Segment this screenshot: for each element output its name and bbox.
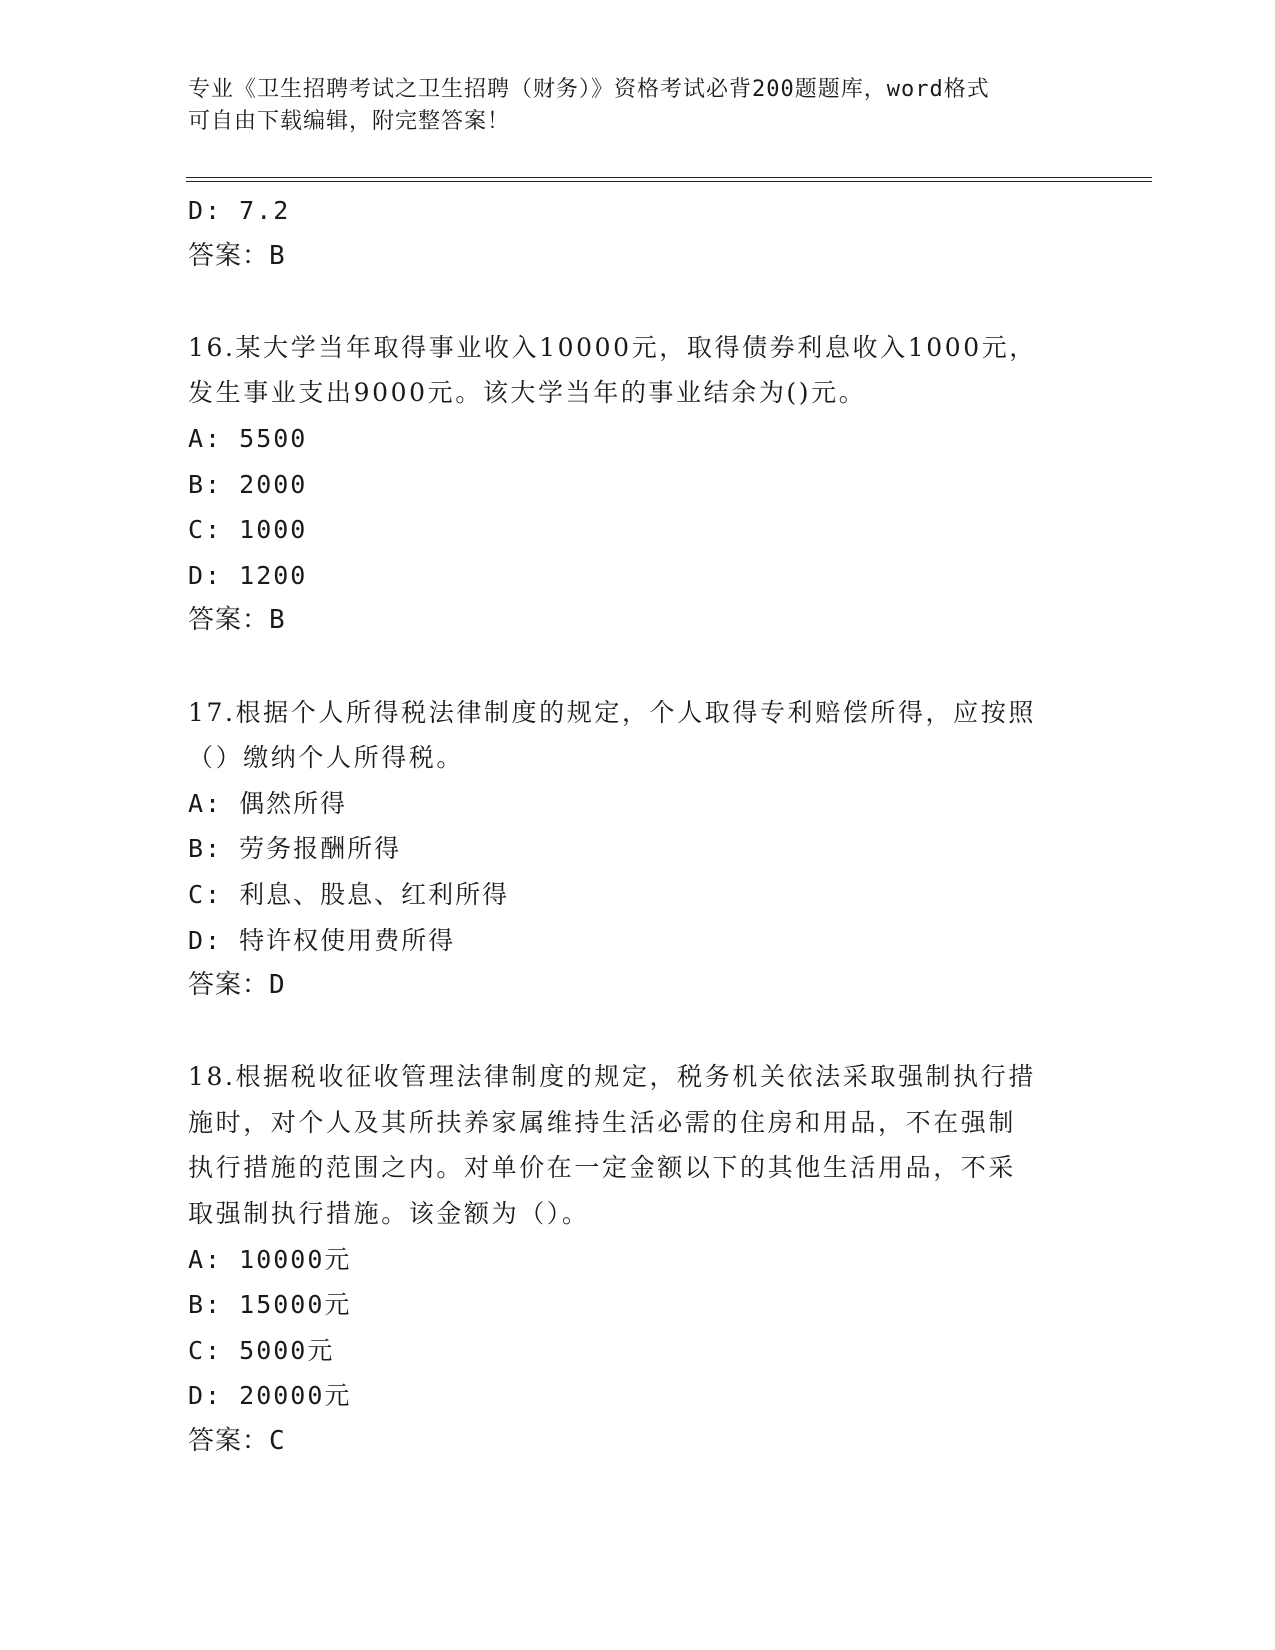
q17-option-a: A: 偶然所得 (188, 788, 348, 818)
q16-stem-line-1: 16.某大学当年取得事业收入10000元，取得债券利息收入1000元， (188, 332, 1037, 362)
q16-stem-line-2: 发生事业支出9000元。该大学当年的事业结余为()元。 (188, 378, 867, 408)
q16-option-b: B: 2000 (188, 469, 308, 499)
q16-option-a: A: 5500 (188, 423, 308, 453)
header-title-line-2: 可自由下载编辑，附完整答案！ (188, 109, 511, 134)
q16-answer: 答案：B (188, 605, 286, 636)
question-18 (188, 1054, 1088, 1464)
q18-stem-line-3: 执行措施的范围之内。对单价在一定金额以下的其他生活用品，不采 (188, 1153, 1017, 1183)
q18-answer: 答案：C (188, 1426, 286, 1457)
q17-option-b: B: 劳务报酬所得 (188, 834, 402, 864)
spacer (188, 644, 1088, 690)
q17-option-c: C: 利息、股息、红利所得 (188, 879, 510, 909)
question-17 (188, 690, 1088, 1009)
q16-option-c: C: 1000 (188, 515, 308, 545)
prev-answer: 答案：B (188, 240, 286, 271)
document-header (188, 74, 1088, 138)
prev-option-d: D: 7.2 (188, 196, 291, 225)
header-title-line-1: 专业《卫生招聘考试之卫生招聘（财务）》资格考试必背200题题库，word格式 (188, 77, 990, 102)
q16-option-d: D: 1200 (188, 560, 308, 590)
q18-option-a: A: 10000元 (188, 1244, 352, 1274)
header-divider-top (186, 177, 1152, 178)
q18-option-b: B: 15000元 (188, 1290, 352, 1320)
q17-answer: 答案：D (188, 970, 286, 1001)
q18-stem-line-1: 18.根据税收征收管理法律制度的规定，税务机关依法采取强制执行措 (188, 1062, 1036, 1092)
q17-option-d: D: 特许权使用费所得 (188, 925, 456, 955)
header-divider-bottom (186, 181, 1152, 182)
q18-stem-line-2: 施时，对个人及其所扶养家属维持生活必需的住房和用品，不在强制 (188, 1107, 1017, 1137)
q17-stem-line-1: 17.根据个人所得税法律制度的规定，个人取得专利赔偿所得，应按照 (188, 697, 1036, 727)
q18-option-c: C: 5000元 (188, 1335, 335, 1365)
question-16 (188, 325, 1088, 644)
spacer (188, 1009, 1088, 1055)
question-list (188, 188, 1088, 1465)
q18-option-d: D: 20000元 (188, 1381, 352, 1411)
q17-stem-line-2: （）缴纳个人所得税。 (188, 743, 465, 773)
spacer (188, 279, 1088, 325)
q18-stem-line-4: 取强制执行措施。该金额为（）。 (188, 1199, 590, 1229)
